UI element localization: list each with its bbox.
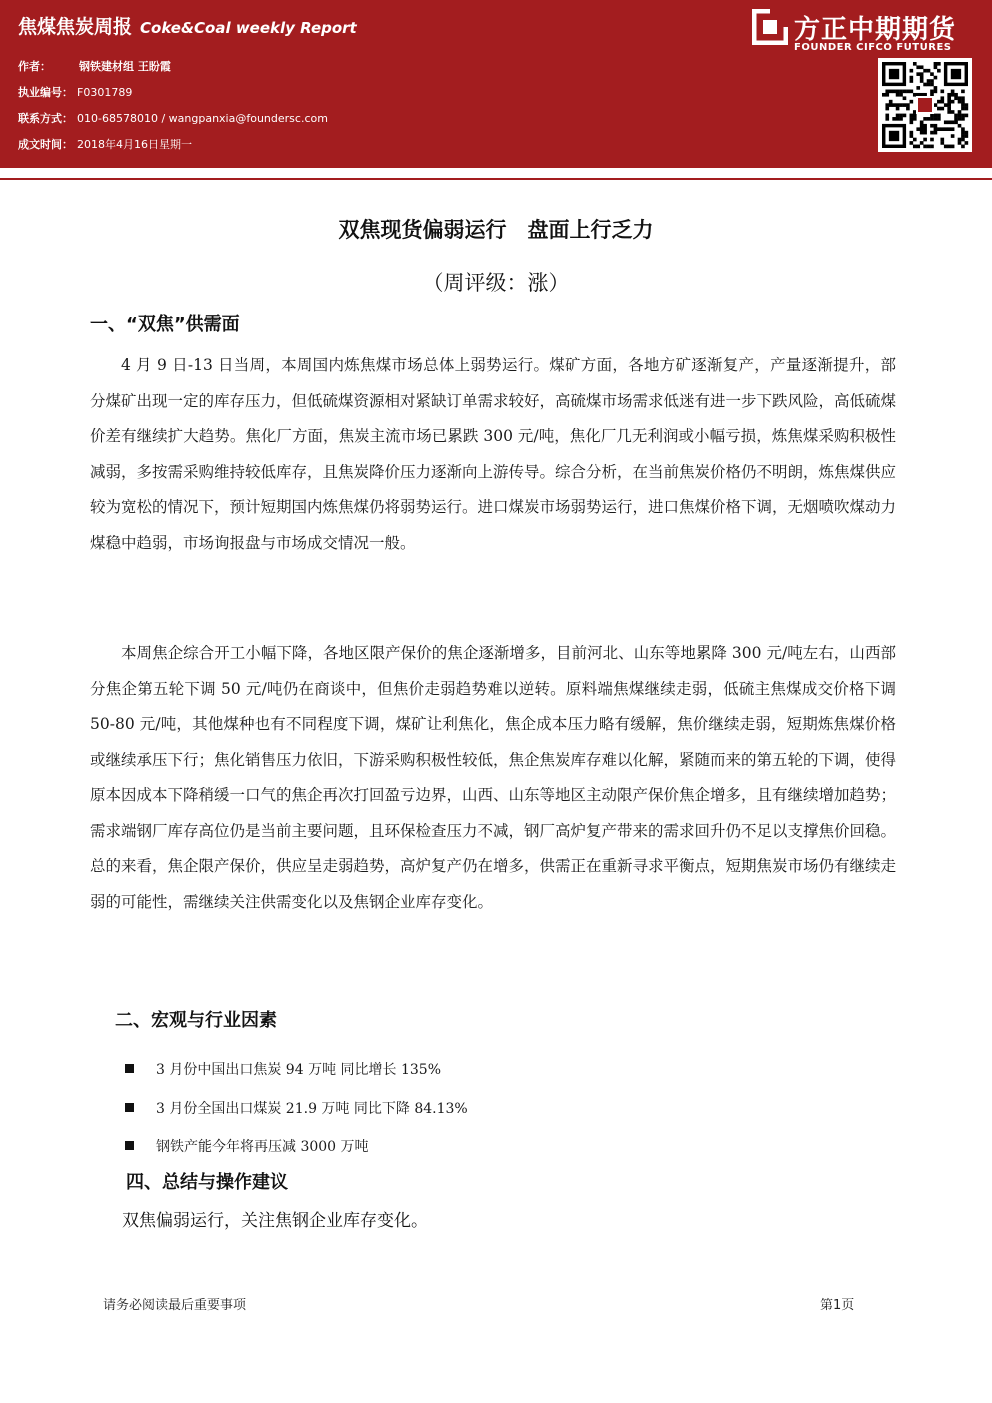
bullet-text: 钢铁产能今年将再压减 3000 万吨 xyxy=(156,1139,369,1155)
meta-contact xyxy=(18,110,328,126)
bullet-text: 3 月份中国出口焦炭 94 万吨 同比增长 135% xyxy=(156,1062,441,1078)
meta-contact-value: 010-68578010 / wangpanxia@foundersc.com xyxy=(77,112,328,125)
meta-contact-label: 联系方式： xyxy=(18,112,73,125)
section-heading-supply-demand: 一、“双焦”供需面 xyxy=(90,314,240,335)
section-heading-macro: 二、宏观与行业因素 xyxy=(115,1010,277,1031)
meta-date-value: 2018年4月16日星期一 xyxy=(77,138,192,151)
bullet-item xyxy=(125,1059,441,1079)
paragraph-coke: 本周焦企综合开工小幅下降，各地区限产保价的焦企逐渐增多，目前河北、山东等地累降 300 元/吨左右，山西部分焦企第五轮下调 50 元/吨仍在商谈中，但焦价走弱趋势难以逆转。原料端焦煤继续走弱，低硫主焦煤成交价格下调 50-80 元/吨，其他煤种也有不同程度下调，煤矿让利焦化，焦企成本压力略有缓解，焦价继续走弱，短期炼焦煤价格或继续承压下行；焦化销售压力依旧，下游采购积极性较低，焦企焦炭库存难以化解，紧随而来的第五轮的下调，使得原本因成本下降稍缓一口气的焦企再次打回盈亏边界，山西、山东等地区主动限产保价焦企增多，且有继续增加趋势；需求端钢厂库存高位仍是当前主要问题，且环保检查压力不减，钢厂高炉复产带来的需求回升仍不足以支撑焦价回稳。总的来看，焦企限产保价，供应呈走弱趋势，高炉复产仍在增多，供需正在重新寻求平衡点，短期焦炭市场仍有继续走弱的可能性，需继续关注供需变化以及焦钢企业库存变化。 xyxy=(90,644,897,911)
document-title: 双焦现货偏弱运行 盘面上行乏力 xyxy=(338,218,654,242)
page-number: 第1页 xyxy=(820,1298,855,1313)
paragraph-coking-coal: 4 月 9 日-13 日当周，本周国内炼焦煤市场总体上弱势运行。煤矿方面，各地方矿逐渐复产，产量逐渐提升，部分煤矿出现一定的库存压力，但低硫煤资源相对紧缺订单需求较好，高硫煤市场需求低迷有进一步下跌风险，高低硫煤价差有继续扩大趋势。焦化厂方面，焦炭主流市场已累跌 300 元/吨，焦化厂几无利润或小幅亏损，炼焦煤采购积极性减弱，多按需采购维持较低库存，且焦炭降价压力逐渐向上游传导。综合分析，在当前焦炭价格仍不明朗，炼焦煤供应较为宽松的情况下，预计短期国内炼焦煤仍将弱势运行。进口煤炭市场弱势运行，进口焦煤价格下调，无烟喷吹煤动力煤稳中趋弱，市场询报盘与市场成交情况一般。 xyxy=(90,356,897,552)
report-title xyxy=(18,12,357,39)
bullet-text: 3 月份全国出口煤炭 21.9 万吨 同比下降 84.13% xyxy=(156,1101,468,1117)
qr-code xyxy=(878,58,972,152)
meta-license xyxy=(18,84,132,100)
meta-date xyxy=(18,136,192,152)
meta-author xyxy=(18,58,171,74)
meta-author-label: 作者： xyxy=(18,60,51,73)
logo-name-en: FOUNDER CIFCO FUTURES xyxy=(794,42,952,53)
report-title-en: Coke&Coal weekly Report xyxy=(140,19,357,37)
meta-date-label: 成文时间： xyxy=(18,138,73,151)
logo-name-cn: 方正中期期货 xyxy=(794,15,957,45)
header-rule xyxy=(0,178,992,180)
meta-license-value: F0301789 xyxy=(77,86,133,99)
bullet-square-icon xyxy=(125,1103,134,1112)
report-header xyxy=(0,0,992,168)
bullet-item xyxy=(125,1136,369,1156)
bullet-square-icon xyxy=(125,1064,134,1073)
founder-logo-icon xyxy=(752,9,788,45)
bullet-square-icon xyxy=(125,1141,134,1150)
section-heading-summary: 四、总结与操作建议 xyxy=(126,1172,288,1193)
report-title-cn: 焦煤焦炭周报 xyxy=(18,16,133,38)
company-logo xyxy=(752,9,982,55)
weekly-rating: （周评级：涨） xyxy=(422,271,570,295)
summary-text: 双焦偏弱运行，关注焦钢企业库存变化。 xyxy=(122,1211,428,1231)
meta-author-value: 钢铁建材组 王盼霞 xyxy=(79,60,171,73)
meta-license-label: 执业编号： xyxy=(18,86,73,99)
qr-code-icon xyxy=(878,58,972,152)
bullet-item xyxy=(125,1098,468,1118)
footer-notice: 请务必阅读最后重要事项 xyxy=(103,1298,247,1313)
